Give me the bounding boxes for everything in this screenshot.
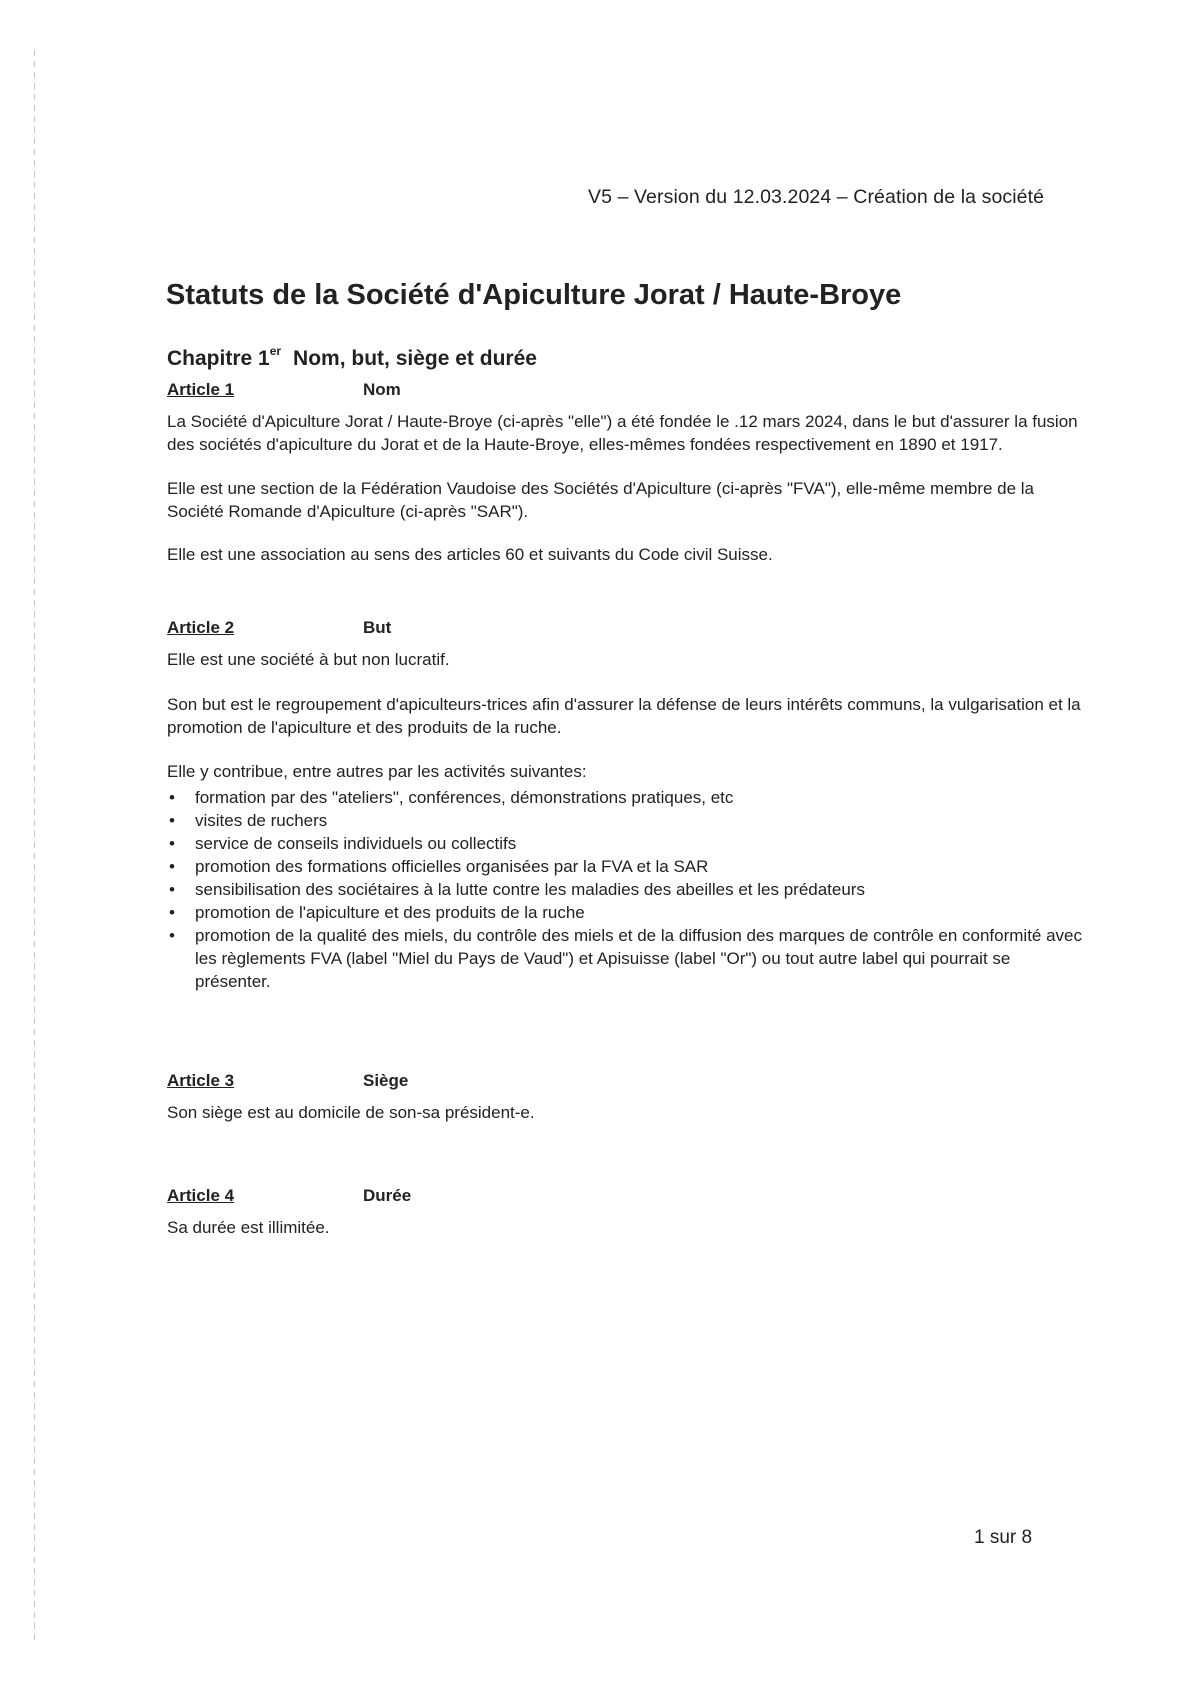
article-1-paragraph-2: Elle est une section de la Fédération Vaudoise des Sociétés d'Apiculture (ci-après "FVA"), elle-même membre de la Société Romande d'Apiculture (ci-après "SAR"). xyxy=(167,479,1034,521)
article-4-paragraph-1: Sa durée est illimitée. xyxy=(167,1218,330,1237)
article-3-heading xyxy=(167,1071,408,1091)
list-item: • promotion de la qualité des miels, du contrôle des miels et de la diffusion des marques de contrôle en conformité avec les règlements FVA (label "Miel du Pays de Vaud") et Apisuisse (label "Or") ou tout autre label qui pourrait se présenter. xyxy=(169,926,1083,991)
bullet-icon: • xyxy=(169,926,175,945)
bullet-icon: • xyxy=(169,857,175,876)
article-title: Durée xyxy=(363,1186,412,1205)
article-2-paragraph-1: Elle est une société à but non lucratif. xyxy=(167,650,450,669)
list-item: • sensibilisation des sociétaires à la lutte contre les maladies des abeilles et les prédateurs xyxy=(169,880,865,899)
article-2-paragraph-2: Son but est le regroupement d'apiculteurs-trices afin d'assurer la défense de leurs intérêts communs, la vulgarisation et la promotion de l'apiculture et des produits de la ruche. xyxy=(167,695,1081,737)
list-item: • promotion de l'apiculture et des produits de la ruche xyxy=(169,903,585,922)
article-title: Siège xyxy=(363,1071,409,1090)
list-item: • service de conseils individuels ou collectifs xyxy=(169,834,517,853)
page-number: 1 sur 8 xyxy=(974,1527,1033,1548)
bullet-icon: • xyxy=(169,811,175,830)
article-3-paragraph-1: Son siège est au domicile de son-sa président-e. xyxy=(167,1103,535,1122)
article-label: Article 4 xyxy=(167,1186,235,1205)
article-4-heading xyxy=(167,1186,411,1206)
bullet-icon: • xyxy=(169,903,175,922)
chapter-superscript: er xyxy=(269,344,282,358)
bullet-icon: • xyxy=(169,834,175,853)
article-label: Article 2 xyxy=(167,618,235,637)
article-label: Article 3 xyxy=(167,1071,235,1090)
article-1-heading xyxy=(167,380,401,400)
article-label: Article 1 xyxy=(167,380,235,399)
article-2-paragraph-3: Elle y contribue, entre autres par les activités suivantes: xyxy=(167,762,587,781)
chapter-heading xyxy=(167,346,537,371)
bullet-icon: • xyxy=(169,880,175,899)
version-header: V5 – Version du 12.03.2024 – Création de la société xyxy=(588,186,1045,208)
article-1-paragraph-1: La Société d'Apiculture Jorat / Haute-Broye (ci-après "elle") a été fondée le .12 mars 2024, dans le but d'assurer la fusion des sociétés d'apiculture du Jorat et de la Haute-Broye, elles-mêmes fondées respectivement en 1890 et 1917. xyxy=(167,412,1078,454)
list-item: • promotion des formations officielles organisées par la FVA et la SAR xyxy=(169,857,709,876)
activities-list xyxy=(167,786,1087,993)
article-2-heading xyxy=(167,618,391,638)
list-item: • visites de ruchers xyxy=(169,811,328,830)
article-title: Nom xyxy=(363,380,401,399)
chapter-title: Nom, but, siège et durée xyxy=(293,347,537,370)
scan-edge-line xyxy=(34,50,35,1640)
list-item: • formation par des "ateliers", conférences, démonstrations pratiques, etc xyxy=(169,788,734,807)
document-title: Statuts de la Société d'Apiculture Jorat / Haute-Broye xyxy=(166,279,902,311)
bullet-icon: • xyxy=(169,788,175,807)
article-1-paragraph-3: Elle est une association au sens des articles 60 et suivants du Code civil Suisse. xyxy=(167,545,773,564)
article-title: But xyxy=(363,618,392,637)
chapter-label: Chapitre 1 xyxy=(167,347,270,370)
